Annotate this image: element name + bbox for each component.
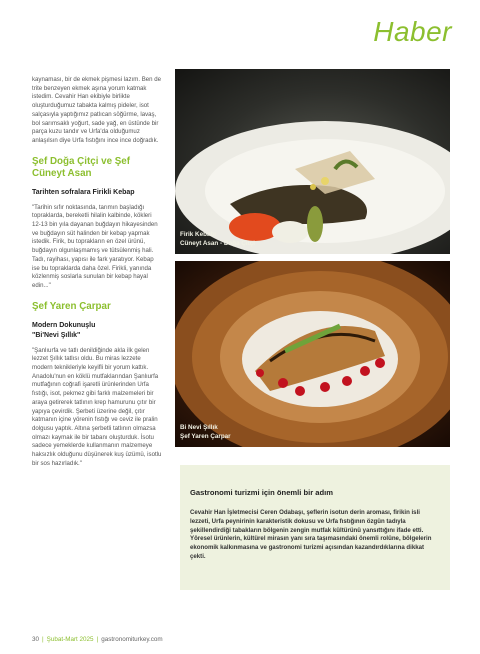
chef1-heading: Şef Doğa Çitçi ve Şef Cüneyt Asan xyxy=(32,155,130,179)
issue-date: Şubat-Mart 2025 xyxy=(46,636,94,643)
photo2-caption-line2: Şef Yaren Çarpar xyxy=(180,432,231,440)
photo2-caption xyxy=(180,424,231,441)
photo1-caption-line2: Cüneyt Asan - Doğa Çitçi xyxy=(180,239,255,247)
info-box xyxy=(180,465,450,590)
firik-kebab-illustration xyxy=(175,69,450,254)
website-link[interactable]: gastronomiturkey.com xyxy=(101,636,163,643)
firik-kebab-photo xyxy=(175,69,450,254)
section-title: Haber xyxy=(373,16,452,47)
photo1-caption xyxy=(180,231,255,248)
chef2-dish-line2: "Bi'Nevi Şıllık" xyxy=(32,331,81,339)
page-footer xyxy=(32,636,163,643)
chef2-heading: Şef Yaren Çarpar xyxy=(32,300,111,312)
photo2-caption-line1: Bi Nevi Şıllık xyxy=(180,424,218,431)
photo1-caption-line1: Firik Kebabı xyxy=(180,231,217,238)
footer-separator: | xyxy=(42,636,44,643)
info-box-text: Cevahir Han İşletmecisi Ceren Odabaşı, şeflerin isotun derin aroması, firikin isli lezzeti, Urfa peynirinin karakteristik dokusu ve Urfa fıstığının özgün tadıyla şekillendirdiği tabakların bölgenin zengin mutfak kültürünü yansıttığını ifade etti. Yöresel ürünlerin, kültürel mirasın yanı sıra taşımasındaki önemli rolüne, bölgelerin ekonomik kalkınmasına ve gastronomi turizmi açısından kazandırdıklarına dikkat çekti. xyxy=(190,509,432,560)
chef1-dish-title: Tarihten sofralara Firikli Kebap xyxy=(32,188,135,196)
intro-paragraph: kaynaması, bir de ekmek pişmesi lazım. Ben de trite benzeyen ekmek aşına yorum katmak istedim. Cevahir Han ekibiyle birlikte oluşturduğumuz tabakta kalmış pideler, isot salçasıyla yaptığımız patlıcan söğürme, lavaş, bol sarımsaklı yoğurt, sade yağ, en üstünde bir parça kuzu tandır ve Urfa'da olduğumuz anlaşılsın diye Urfa fıstığını ince ince doğradık. xyxy=(32,76,162,144)
article-left-column xyxy=(32,76,162,469)
chef2-dish-title xyxy=(32,321,162,341)
chef2-quote: "Şanlıurfa ve tatlı denildiğinde akla ilk gelen lezzet Şıllık tatlısı oldu. Bu miras lezzete modern teknikleriyle keyifli bir yorum kattık. Anadolu'nun en köklü mutfaklarından Şanlıurfa mutfağının coğrafi işaretli ürünlerinden Urfa fıstığı, isot, pekmez gibi farklı malzemeleri bir araya getirerek tatlının krep hamurunu çıtır bir yapıya çevirdik. Şerbeti üzerine değil, çıtır katmanın içine yörenin fıstığı ve ceviz ile pralin dolgusu yaptık. Altına şerbetli tatlının olmazsa olmazı kaymak ile bir tabanı oluşturduk. İsotu sadece yemeklerde kullanmanın malzemeye haksızlık olduğunu düşünerek kuş üzümü, isotlu bir sos hazırladık." xyxy=(32,346,162,467)
info-box-title: Gastronomi turizmi için önemli bir adım xyxy=(190,488,334,497)
chef1-quote: "Tarihin sıfır noktasında, tarımın başladığı topraklarda, bereketli hilalin kalbinde, kökleri 12-13 bin yıla dayanan buğdayın hikayesinden ve buğdayın süt halinden bir kebap yapmak istedik. Firik, bu toprakların en özel ürünü, buğdayın olgunlaşmamış ve tütsülenmiş hali. Tadı, rayihası, yapısı ile fark yaratıyor. Kebap ise bu topraklarda daha özel. Firikli, yanında közlenmiş soslarla sunulan bir kebap hayal edin..." xyxy=(32,203,158,289)
sillik-dessert-photo xyxy=(175,261,450,447)
page-number: 30 xyxy=(32,636,40,643)
sillik-dessert-illustration xyxy=(175,261,450,447)
footer-separator: | xyxy=(96,636,99,643)
chef2-dish-line1: Modern Dokunuşlu xyxy=(32,321,96,329)
